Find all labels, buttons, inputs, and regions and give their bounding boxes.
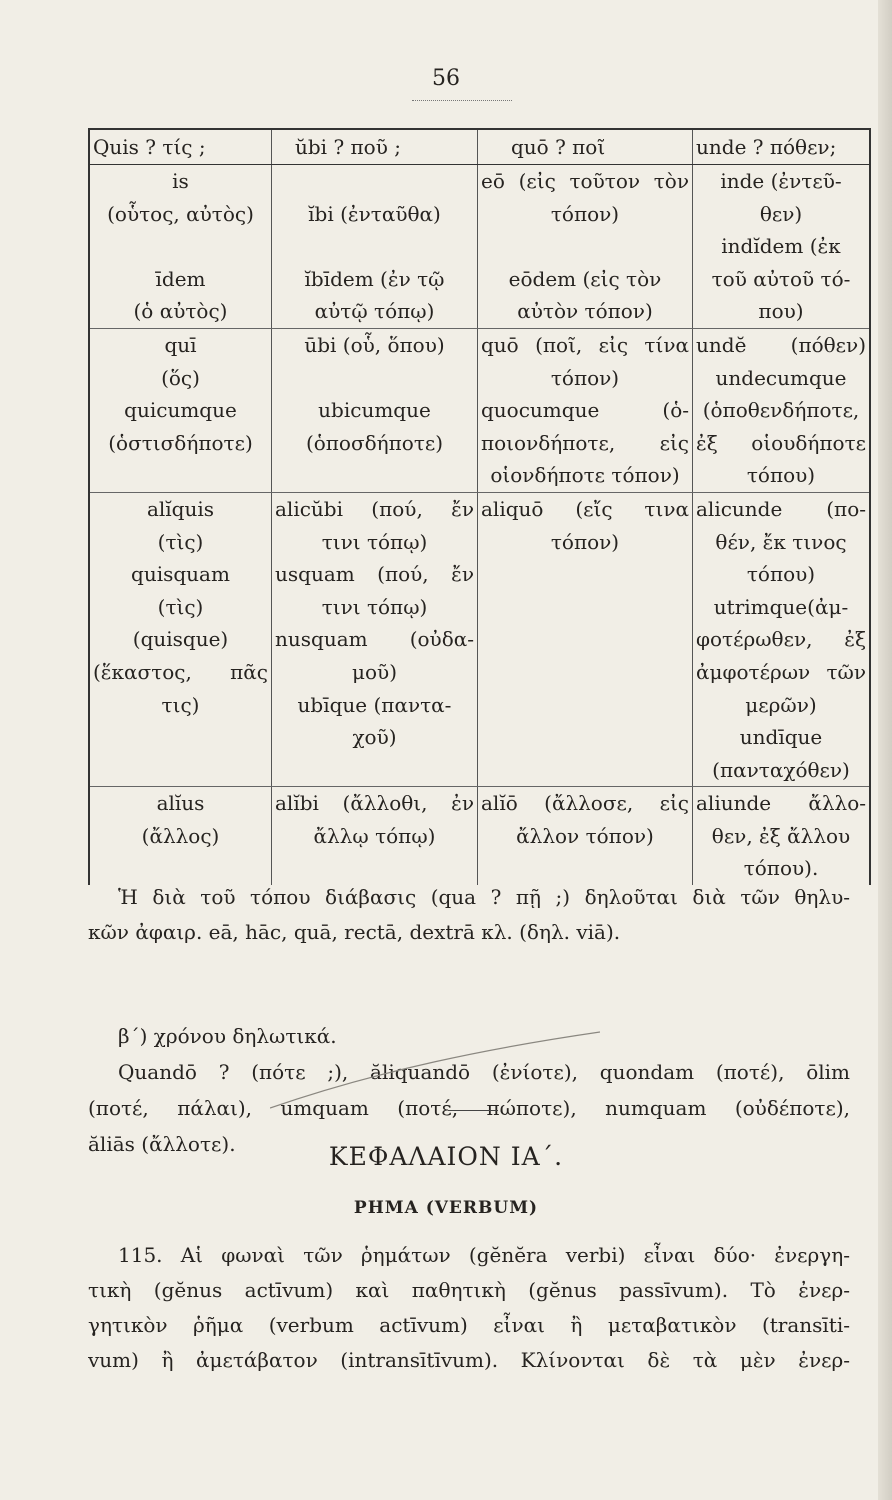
group1-col2: ĭbi (ἐνταῦθα) ĭbīdem (ἐν τῷ αὐτῷ τόπῳ) bbox=[272, 165, 478, 329]
chapter-title: ΚΕΦΑΛΑΙΟΝ ΙΑ΄. bbox=[328, 1142, 564, 1171]
group3-col1: alĭquis (τὶς) quisquam (τὶς) (quisque) (ἕκαστος, πᾶς τις) bbox=[89, 492, 272, 786]
group4-col2: alĭbi (ἄλλοθι, ἐν ἄλλῳ τόπῳ) bbox=[272, 787, 478, 885]
group4-col3: alĭō (ἄλλοσε, εἰς ἄλλον τόπον) bbox=[478, 787, 693, 885]
paragraph-115 bbox=[88, 1238, 850, 1378]
text-line: τικὴ (gĕnus actīvum) καὶ παθητικὴ (gĕnus passīvum). Τὸ ἐνερ- bbox=[88, 1278, 850, 1302]
group3-col3: aliquō (εἴς τινα τόπον) bbox=[478, 492, 693, 786]
table-row bbox=[89, 165, 870, 329]
group2-col1: quī (ὅς) quicumque (ὁστισδήποτε) bbox=[89, 328, 272, 492]
group1-col1: is (οὗτος, αὐτὸς) īdem (ὁ αὐτὸς) bbox=[89, 165, 272, 329]
section-title: ΡΗΜΑ (VERBUM) bbox=[353, 1198, 539, 1218]
text-line: γητικὸν ῥῆμα (verbum actīvum) εἶναι ἢ μεταβατικὸν (transīti- bbox=[88, 1313, 850, 1337]
text-line: (ποτέ, πάλαι), umquam (ποτέ, πώποτε), numquam (οὐδέποτε), bbox=[88, 1096, 850, 1120]
pencil-stroke-mark bbox=[270, 1030, 600, 1110]
group2-col3: quō (ποῖ, εἰς τίνα τόπον) quocumque (ὁ- ποιονδήποτε, εἰς οἱονδήποτε τόπον) bbox=[478, 328, 693, 492]
header-unde: unde ? πόθεν; bbox=[693, 129, 871, 165]
text-line: κῶν ἀφαιρ. eā, hāc, quā, rectā, dextrā κλ. (δηλ. viā). bbox=[88, 919, 621, 944]
table-row bbox=[89, 787, 870, 885]
text-line: Quandō ? (πότε ;), ăliquandō (ἐνίοτε), quondam (ποτέ), ōlim bbox=[118, 1060, 850, 1084]
group3-col2: alicŭbi (πού, ἔν τινι τόπῳ) usquam (πού, ἔν τινι τόπῳ) nusquam (οὐδα- μοῦ) ubīque (παντα- χοῦ) bbox=[272, 492, 478, 786]
text-line: β΄) χρόνου δηλωτικά. bbox=[118, 1024, 337, 1048]
header-quo: quō ? ποῖ bbox=[478, 129, 693, 165]
table-row bbox=[89, 328, 870, 492]
page-edge bbox=[878, 0, 892, 1500]
adverbs-table bbox=[88, 128, 871, 885]
paragraph-passage-through-place bbox=[88, 880, 850, 949]
page-number-rule bbox=[412, 100, 512, 101]
header-quis: Quis ? τίς ; bbox=[89, 129, 272, 165]
group2-col4: undĕ (πόθεν) undecumque (ὁποθενδήποτε, ἐξ οἱουδήποτε τόπου) bbox=[693, 328, 871, 492]
text-line: vum) ἢ ἀμετάβατον (intransītīvum). Κλίνονται δὲ τὰ μὲν ἐνερ- bbox=[88, 1348, 850, 1372]
text-line: ăliās (ἄλλοτε). bbox=[88, 1132, 236, 1156]
group3-col4: alicunde (πο- θέν, ἔκ τινος τόπου) utrimque(ἀμ- φοτέρωθεν, ἐξ ἀμφοτέρων τῶν μερῶν) undīque (πανταχόθεν) bbox=[693, 492, 871, 786]
table-header-row bbox=[89, 129, 870, 165]
group1-col3: eō (εἰς τοῦτον τὸν τόπον) eōdem (εἰς τὸν αὐτὸν τόπον) bbox=[478, 165, 693, 329]
group4-col4: aliunde ἄλλο- θεν, ἐξ ἄλλου τόπου). bbox=[693, 787, 871, 885]
group2-col2: ūbi (οὗ, ὅπου) ubicumque (ὁποσδήποτε) bbox=[272, 328, 478, 492]
text-line: 115. Αἱ φωναὶ τῶν ῥημάτων (gĕnĕra verbi) εἶναι δύο· ἐνεργη- bbox=[118, 1243, 850, 1267]
section-divider bbox=[448, 1110, 498, 1111]
header-ubi: ŭbi ? ποῦ ; bbox=[272, 129, 478, 165]
table-row bbox=[89, 492, 870, 786]
group1-col4: inde (ἐντεῦ- θεν) indĭdem (ἐκ τοῦ αὐτοῦ τό- που) bbox=[693, 165, 871, 329]
text-line: Ἡ διὰ τοῦ τόπου διάβασις (qua ? πῇ ;) δηλοῦται διὰ τῶν θηλυ- bbox=[118, 885, 850, 909]
group4-col1: alĭus (ἄλλος) bbox=[89, 787, 272, 885]
page-number: 56 bbox=[432, 66, 460, 91]
